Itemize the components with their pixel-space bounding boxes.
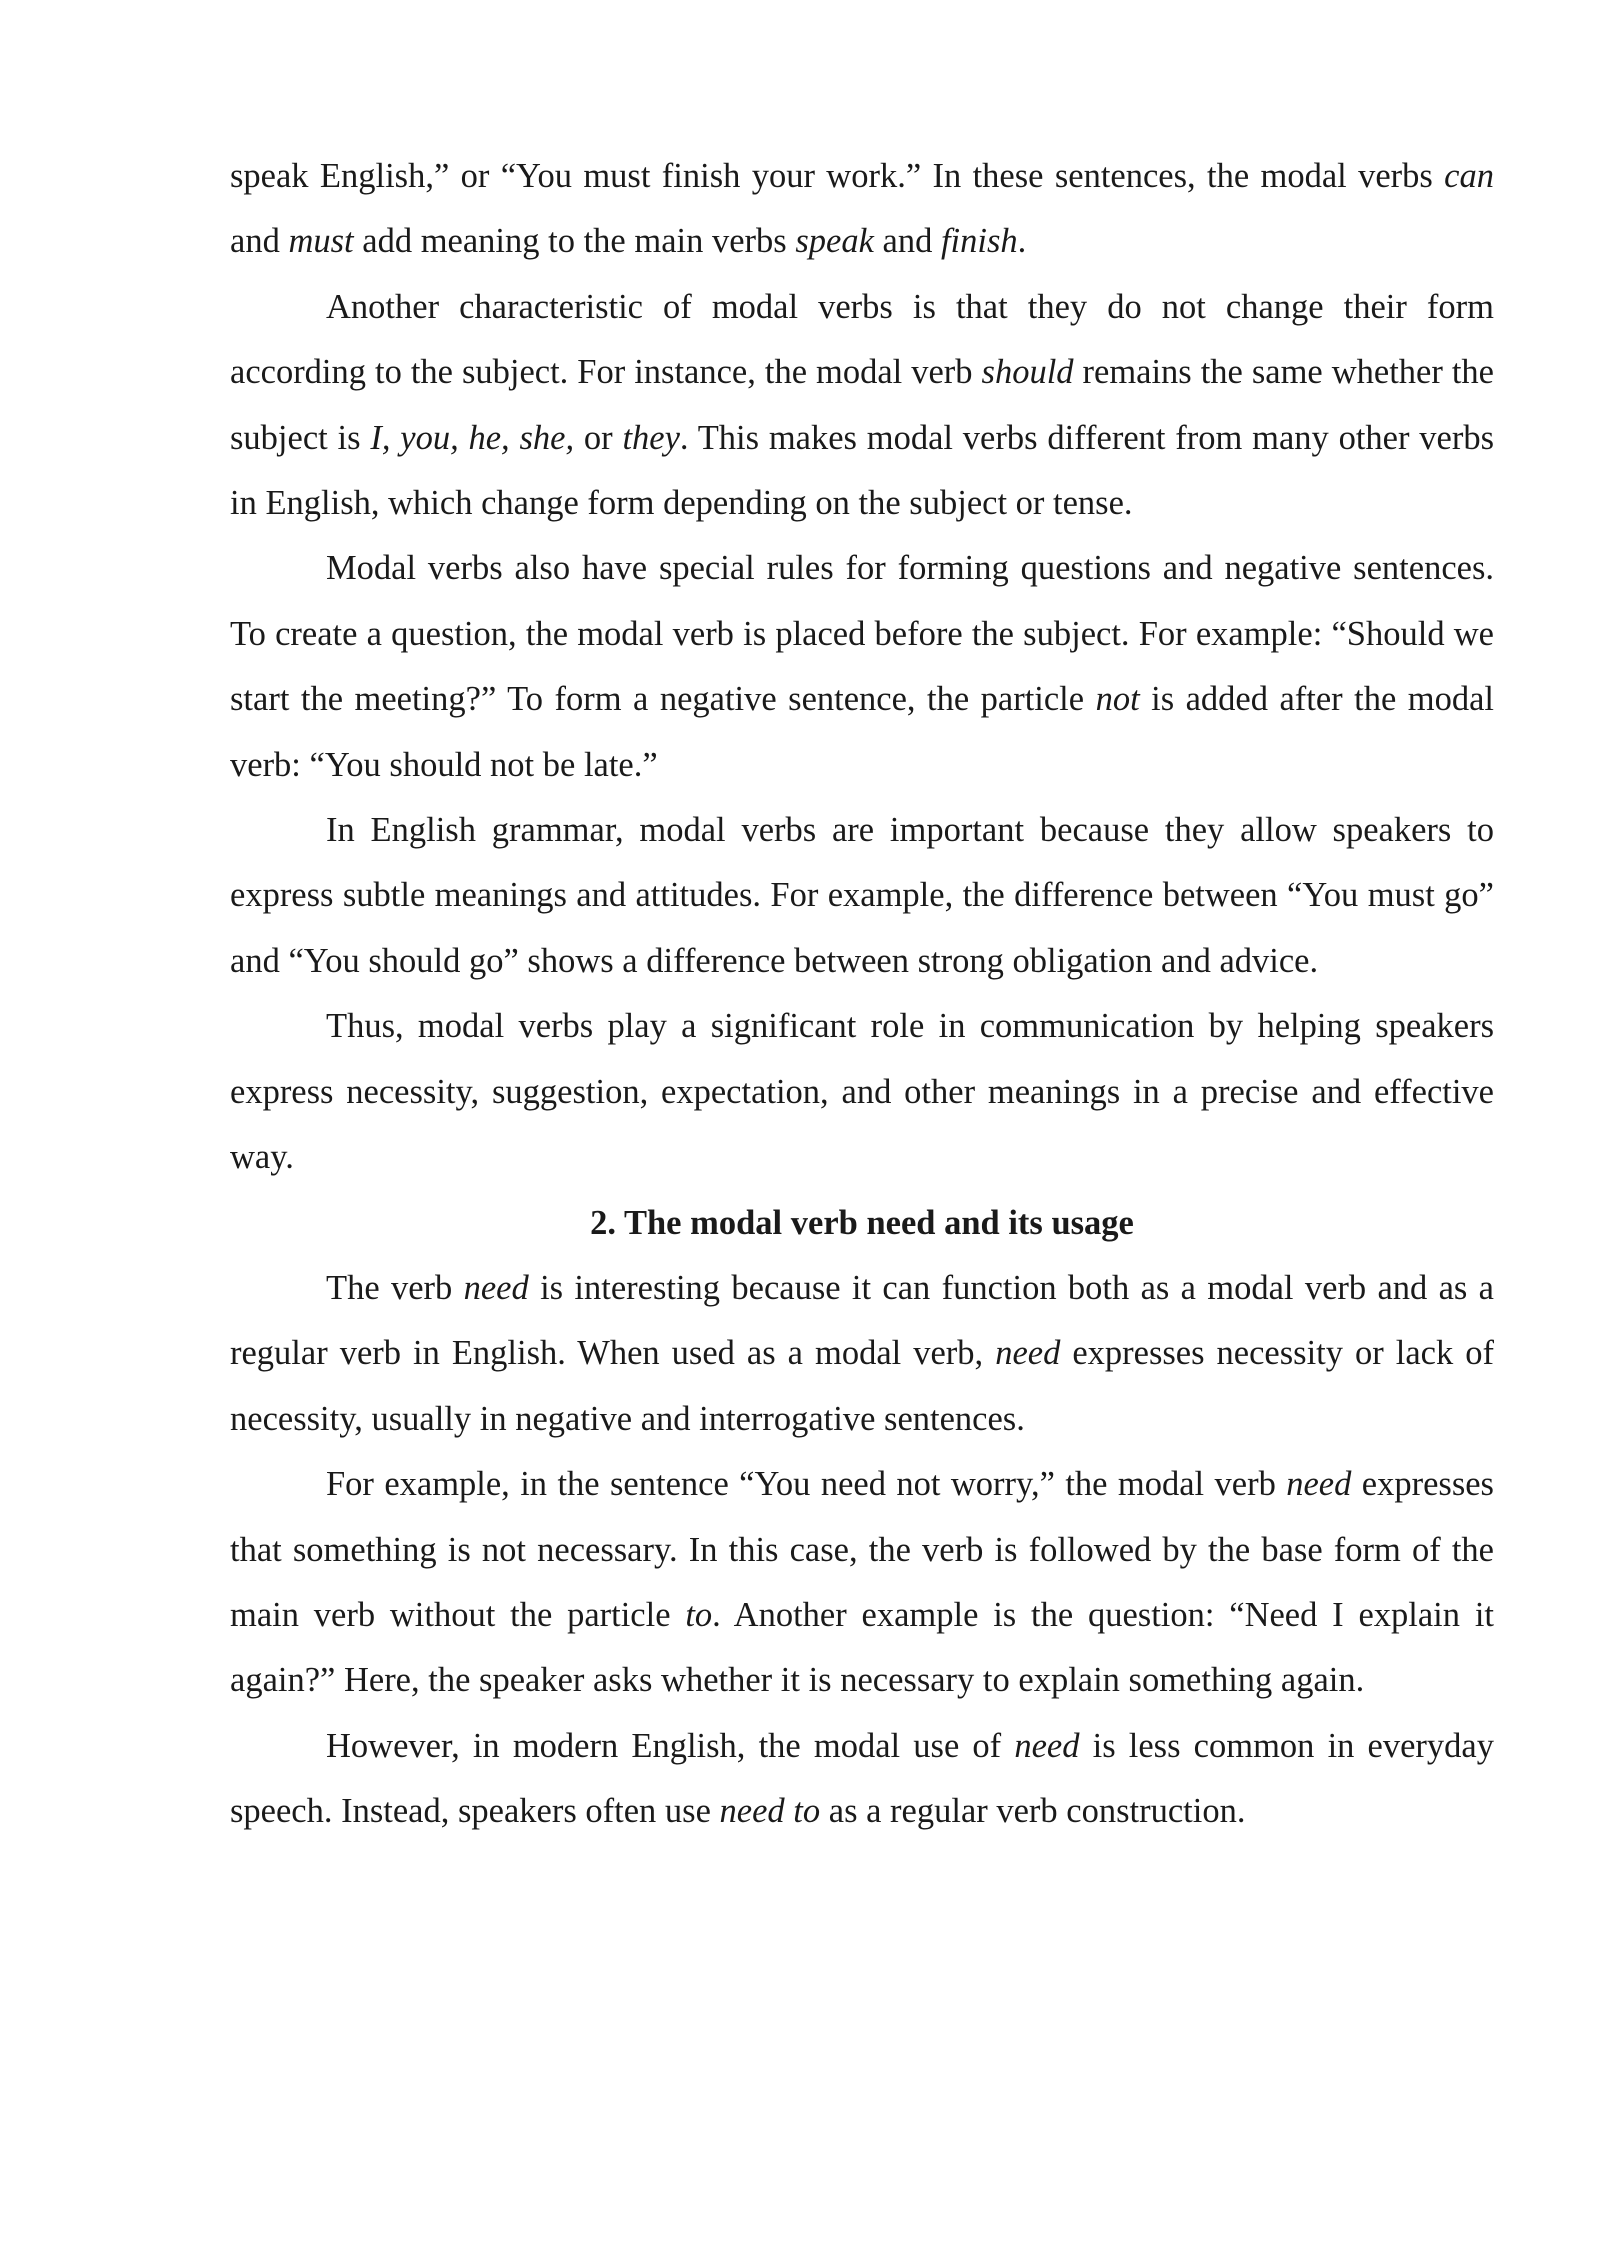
paragraph-1: speak English,” or “You must finish your work.” In these sentences, the modal verbs can and must add meaning to the main verbs speak and finish. (230, 157, 1494, 261)
paragraph-6: The verb need is interesting because it can function both as a modal verb and as a regular verb in English. When used as a modal verb, need expresses necessity or lack of necessity, usually in negative and interrogative sentences. (230, 1268, 1494, 1438)
section-heading: 2. The modal verb need and its usage (590, 1203, 1134, 1242)
paragraph-7: For example, in the sentence “You need not worry,” the modal verb need expresses that something is not necessary. In this case, the verb is followed by the base form of the main verb without the particle to. Another example is the question: “Need I explain it again?” Here, the speaker asks whether it is necessary to explain something again. (230, 1465, 1494, 1700)
paragraph-8: However, in modern English, the modal use of need is less common in everyday speech. Instead, speakers often use need to as a regular verb construction. (230, 1726, 1494, 1831)
document-body (230, 144, 1494, 1845)
paragraph-5: Thus, modal verbs play a significant role in communication by helping speakers express necessity, suggestion, expectation, and other meanings in a precise and effective way. (230, 1007, 1494, 1177)
paragraph-4: In English grammar, modal verbs are important because they allow speakers to express subtle meanings and attitudes. For example, the difference between “You must go” and “You should go” shows a difference between strong obligation and advice. (230, 811, 1494, 980)
paragraph-3: Modal verbs also have special rules for forming questions and negative sentences. To create a question, the modal verb is placed before the subject. For example: “Should we start the meeting?” To form a negative sentence, the particle not is added after the modal verb: “You should not be late.” (230, 549, 1494, 784)
paragraph-2: Another characteristic of modal verbs is that they do not change their form according to the subject. For instance, the modal verb should remains the same whether the subject is I, you, he, she, or they. This makes modal verbs different from many other verbs in English, which change form depending on the subject or tense. (230, 287, 1494, 523)
